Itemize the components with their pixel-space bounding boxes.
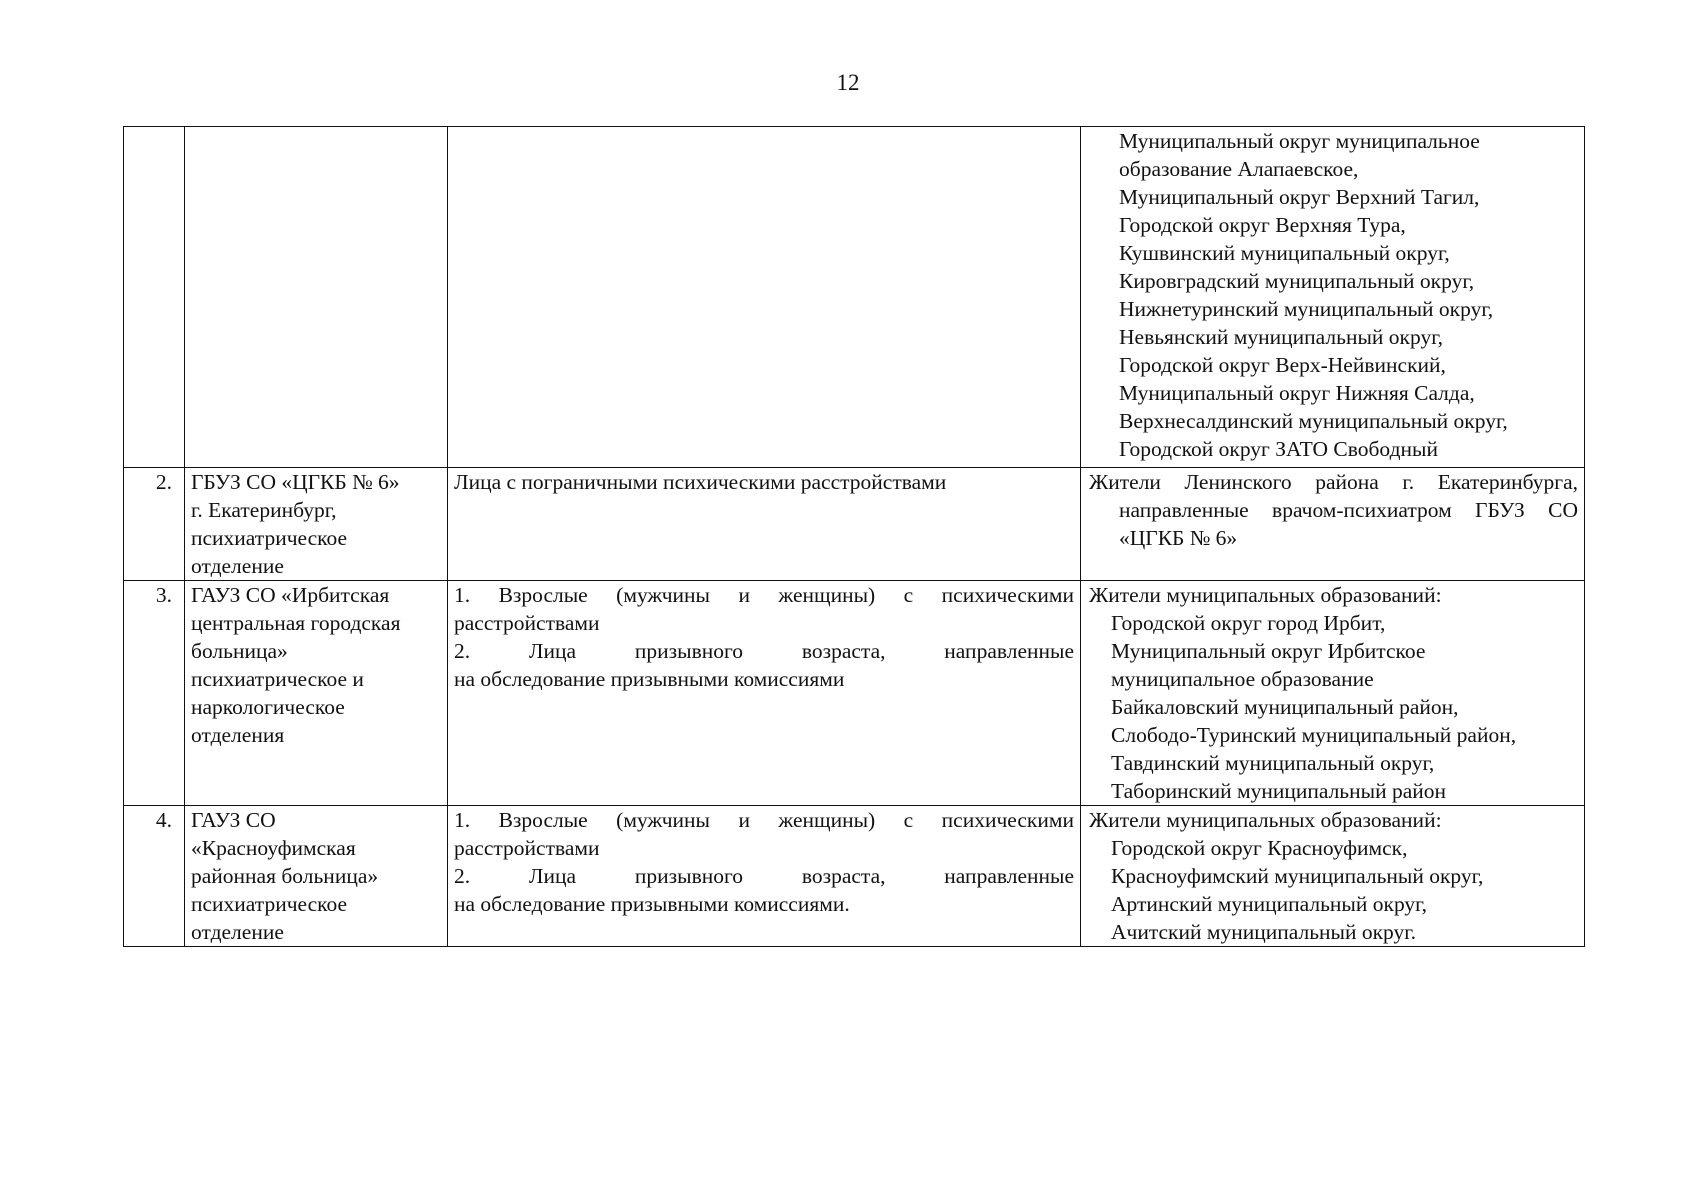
area-line: Муниципальный округ Верхний Тагил,	[1119, 185, 1480, 209]
category-line: 1. Взрослые (мужчины и женщины) с психическими	[454, 583, 1074, 607]
organization-line: «Красноуфимская	[191, 836, 356, 860]
area-line: «ЦГКБ № 6»	[1119, 526, 1238, 550]
category-line: расстройствами	[454, 836, 600, 860]
table-row	[124, 468, 1585, 581]
area-line: Городской округ Верхняя Тура,	[1119, 213, 1406, 237]
category-line: на обследование призывными комиссиями	[454, 667, 845, 691]
table-row	[124, 806, 1585, 947]
category-line: 1. Взрослые (мужчины и женщины) с психическими	[454, 808, 1074, 832]
patient-category-cell	[448, 127, 1081, 468]
service-area-cell	[1081, 127, 1585, 468]
area-line: Тавдинский муниципальный округ,	[1111, 751, 1435, 775]
area-line: муниципальное образование	[1111, 667, 1374, 691]
service-area-cell	[1081, 468, 1585, 581]
organization-cell	[185, 468, 448, 581]
area-line: Слободо-Туринский муниципальный район,	[1111, 723, 1517, 747]
area-line: Муниципальный округ Ирбитское	[1111, 639, 1426, 663]
patient-category-cell	[448, 468, 1081, 581]
service-area-cell	[1081, 806, 1585, 947]
table-row	[124, 127, 1585, 468]
patient-category-cell	[448, 806, 1081, 947]
organization-line: психиатрическое	[191, 892, 348, 916]
area-line: Нижнетуринский муниципальный округ,	[1119, 297, 1494, 321]
category-line: 2. Лица призывного возраста, направленные	[454, 639, 1074, 663]
organization-line: отделения	[191, 723, 285, 747]
area-line: Городской округ ЗАТО Свободный	[1119, 437, 1438, 461]
organization-line: ГАУЗ СО	[191, 808, 276, 832]
category-line: на обследование призывными комиссиями.	[454, 892, 850, 916]
row-number-cell: 2.	[124, 468, 185, 581]
area-line: Городской округ Верх-Нейвинский,	[1119, 353, 1446, 377]
area-line: направленные врачом-психиатром ГБУЗ СО	[1119, 498, 1578, 522]
organization-line: психиатрическое	[191, 526, 348, 550]
organization-line: больница»	[191, 639, 288, 663]
organization-cell	[185, 806, 448, 947]
area-line: Таборинский муниципальный район	[1111, 779, 1447, 803]
area-line: Артинский муниципальный округ,	[1111, 892, 1427, 916]
organization-line: ГАУЗ СО «Ирбитская	[191, 583, 390, 607]
table-row	[124, 581, 1585, 806]
category-line: расстройствами	[454, 611, 600, 635]
page-number: 12	[836, 70, 860, 95]
patient-category-cell	[448, 581, 1081, 806]
row-number-cell: 3.	[124, 581, 185, 806]
organization-line: психиатрическое и	[191, 667, 364, 691]
area-line: образование Алапаевское,	[1119, 157, 1359, 181]
area-line: Красноуфимский муниципальный округ,	[1111, 864, 1484, 888]
service-area-cell	[1081, 581, 1585, 806]
row-number-cell: 4.	[124, 806, 185, 947]
area-line: Кушвинский муниципальный округ,	[1119, 241, 1450, 265]
area-heading: Жители муниципальных образований:	[1089, 808, 1442, 832]
organization-line: отделение	[191, 554, 284, 578]
area-line: Кировградский муниципальный округ,	[1119, 269, 1475, 293]
area-heading: Жители Ленинского района г. Екатеринбурга,	[1089, 470, 1578, 494]
organization-line: центральная городская	[191, 611, 401, 635]
area-line: Ачитский муниципальный округ.	[1111, 920, 1417, 944]
area-line: Муниципальный округ муниципальное	[1119, 129, 1480, 153]
hospital-assignment-table	[123, 126, 1585, 947]
area-line: Байкаловский муниципальный район,	[1111, 695, 1459, 719]
organization-line: г. Екатеринбург,	[191, 498, 337, 522]
organization-cell	[185, 127, 448, 468]
organization-cell	[185, 581, 448, 806]
organization-line: отделение	[191, 920, 284, 944]
organization-line: ГБУЗ СО «ЦГКБ № 6»	[191, 470, 400, 494]
organization-line: наркологическое	[191, 695, 345, 719]
row-number-cell	[124, 127, 185, 468]
organization-line: районная больница»	[191, 864, 379, 888]
category-line: 2. Лица призывного возраста, направленные	[454, 864, 1074, 888]
area-line: Невьянский муниципальный округ,	[1119, 325, 1443, 349]
area-line: Муниципальный округ Нижняя Салда,	[1119, 381, 1475, 405]
area-heading: Жители муниципальных образований:	[1089, 583, 1442, 607]
category-line: Лица с пограничными психическими расстройствами	[454, 470, 947, 494]
area-line: Верхнесалдинский муниципальный округ,	[1119, 409, 1508, 433]
area-line: Городской округ город Ирбит,	[1111, 611, 1386, 635]
area-line: Городской округ Красноуфимск,	[1111, 836, 1408, 860]
